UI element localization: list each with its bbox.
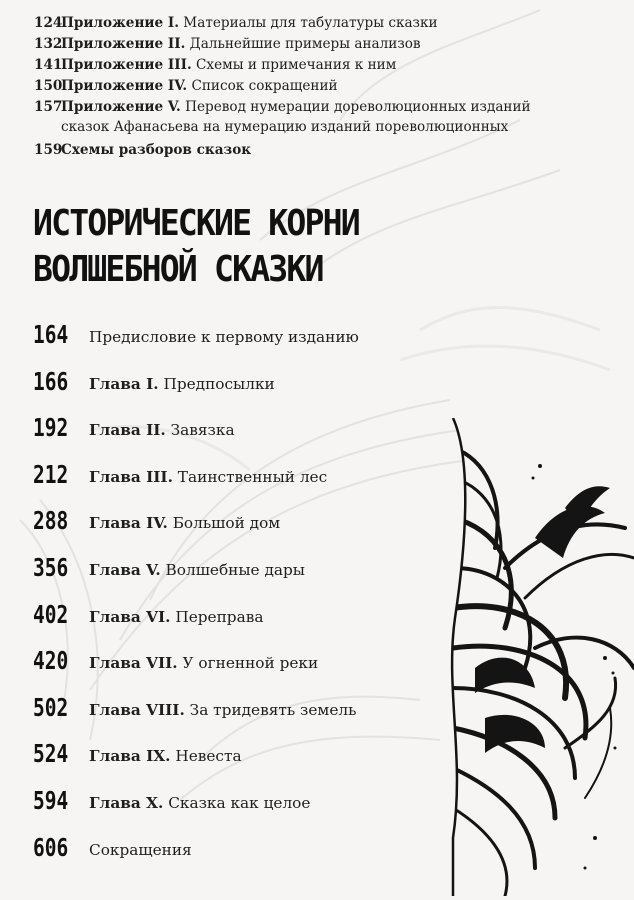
toc-entry-title: Дальнейшие примеры анализов bbox=[189, 36, 421, 52]
toc-entry[interactable] bbox=[34, 13, 594, 33]
toc-page-number: 132 bbox=[34, 36, 63, 52]
toc-page-number: 124 bbox=[34, 15, 63, 31]
toc-entry-title: Материалы для табулатуры сказки bbox=[183, 15, 438, 31]
toc-entry-title-continued: сказок Афанасьева на нумерацию изданий пореволюционных bbox=[61, 119, 509, 135]
feather-bird-ornament bbox=[445, 418, 634, 896]
chapter-page-number: 356 bbox=[33, 552, 69, 582]
chapter-label: Глава II. bbox=[89, 421, 166, 440]
chapter-page-number: 402 bbox=[33, 599, 69, 629]
toc-entry-label: Приложение I. bbox=[61, 15, 179, 31]
toc-entry[interactable] bbox=[34, 55, 594, 75]
toc-entry-title: Список сокращений bbox=[191, 78, 338, 94]
chapter-label: Глава VII. bbox=[89, 654, 178, 673]
toc-page-number: 150 bbox=[34, 78, 63, 94]
chapter-label: Глава I. bbox=[89, 374, 159, 393]
toc-entry[interactable] bbox=[34, 76, 594, 96]
chapter-title: Таинственный лес bbox=[177, 467, 328, 486]
chapter-title: Большой дом bbox=[172, 514, 281, 533]
section-heading bbox=[33, 201, 419, 293]
chapter-title: Переправа bbox=[175, 607, 264, 626]
chapter-page-number: 166 bbox=[33, 366, 69, 396]
chapter-label: Глава V. bbox=[89, 560, 161, 579]
chapter-title: Предпосылки bbox=[163, 374, 275, 393]
toc-entry-label: Приложение IV. bbox=[61, 78, 188, 94]
chapter-page-number: 606 bbox=[33, 832, 69, 862]
toc-entry-label: Приложение V. bbox=[61, 99, 181, 115]
section-heading-line-2: ВОЛШЕБНОЙ СКАЗКИ bbox=[33, 249, 323, 290]
chapter-title: Сказка как целое bbox=[168, 793, 311, 812]
chapter-label: Глава IV. bbox=[89, 514, 168, 533]
chapter-label: Глава III. bbox=[89, 467, 173, 486]
chapter-page-number: 164 bbox=[33, 320, 69, 349]
chapter-title: У огненной реки bbox=[182, 654, 319, 673]
toc-page-number: 159 bbox=[34, 142, 63, 158]
chapter-page-number: 192 bbox=[33, 413, 69, 443]
toc-entry[interactable] bbox=[34, 34, 594, 54]
chapter-label: Глава VIII. bbox=[89, 700, 185, 719]
chapter-title: Завязка bbox=[170, 421, 235, 440]
chapter-page-number: 212 bbox=[33, 459, 69, 489]
section-heading-line-1: ИСТОРИЧЕСКИЕ КОРНИ bbox=[33, 203, 359, 244]
chapter-title: Волшебные дары bbox=[165, 560, 305, 579]
chapter-page-number: 594 bbox=[33, 785, 69, 815]
chapter-label: Глава IX. bbox=[89, 747, 171, 766]
chapter-page-number: 288 bbox=[33, 506, 69, 536]
toc-entry[interactable] bbox=[34, 140, 594, 160]
toc-entry-label: Схемы разборов сказок bbox=[61, 142, 252, 158]
chapter-page-number: 524 bbox=[33, 739, 69, 769]
chapter-title: Невеста bbox=[175, 747, 242, 766]
toc-page-number: 157 bbox=[34, 99, 63, 115]
toc-page-number: 141 bbox=[34, 57, 63, 73]
toc-entry-title: Перевод нумерации дореволюционных изданий bbox=[185, 99, 531, 115]
chapter-title: Сокращения bbox=[89, 840, 192, 859]
toc-entry[interactable] bbox=[34, 97, 594, 137]
chapter-page-number: 502 bbox=[33, 692, 69, 722]
toc-entry-title: Схемы и примечания к ним bbox=[196, 57, 397, 73]
chapter-label: Глава X. bbox=[89, 793, 164, 812]
chapter-label: Глава VI. bbox=[89, 607, 171, 626]
chapter-title: Предисловие к первому изданию bbox=[89, 328, 359, 346]
appendix-toc bbox=[34, 13, 594, 160]
toc-entry-label: Приложение III. bbox=[61, 57, 192, 73]
chapter-page-number: 420 bbox=[33, 646, 69, 676]
chapter-title: За тридевять земель bbox=[189, 700, 357, 719]
toc-entry-label: Приложение II. bbox=[61, 36, 186, 52]
